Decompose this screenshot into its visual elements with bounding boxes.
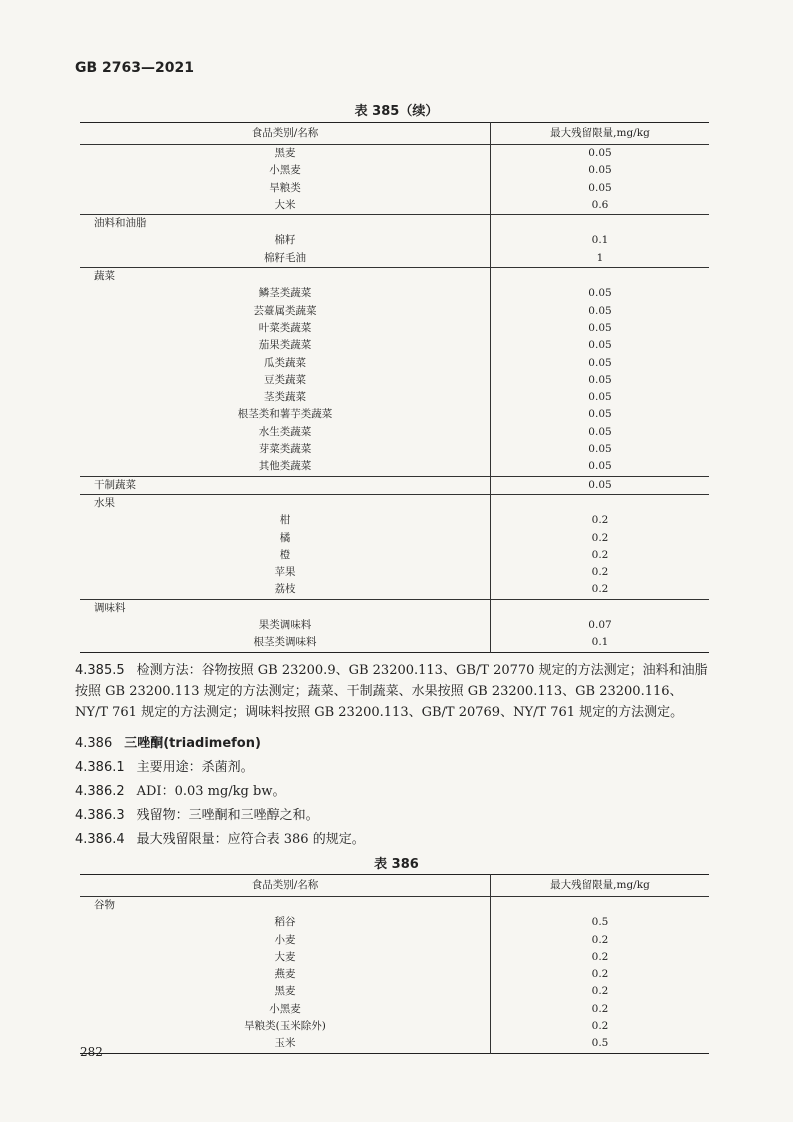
table-386-title: 表 386: [374, 857, 419, 872]
mrl-value-cell: [491, 215, 710, 233]
clause-title: 三唑酮(triadimefon): [124, 736, 261, 751]
clause-text: 主要用途：杀菌剂。: [136, 760, 254, 775]
table-row: [80, 581, 709, 599]
table-row: [80, 250, 709, 268]
paragraph-4-385-5: [75, 660, 715, 723]
clause-text: 残留物：三唑酮和三唑醇之和。: [136, 808, 319, 823]
food-name-cell: 果类调味料: [80, 617, 491, 634]
mrl-value-cell: 0.05: [588, 460, 612, 473]
food-name-cell: 叶菜类蔬菜: [80, 320, 491, 337]
table-row: [80, 320, 709, 337]
column-header-mrl: 最大残留限量,mg/kg: [491, 123, 710, 145]
food-name-cell: 橙: [80, 547, 491, 564]
clause-number: 4.386.4: [75, 832, 125, 847]
food-name-cell: 根茎类和薯芋类蔬菜: [80, 406, 491, 423]
table-385-title: 表 385（续）: [354, 104, 439, 119]
mrl-value-cell: 0.2: [591, 985, 609, 998]
heading-4-386: [75, 733, 715, 754]
food-name-cell: 棉籽毛油: [80, 250, 491, 268]
mrl-value-cell: 0.05: [588, 408, 612, 421]
column-header-mrl: 最大残留限量,mg/kg: [491, 875, 710, 897]
mrl-value-cell: 0.2: [591, 950, 609, 963]
mrl-value-cell: 0.5: [591, 1037, 609, 1050]
table-row: [80, 1001, 709, 1018]
mrl-value-cell: 0.05: [588, 373, 612, 386]
mrl-value-cell: [491, 494, 710, 512]
table-row: [80, 303, 709, 320]
mrl-value-cell: 0.2: [591, 968, 609, 981]
table-row: [80, 232, 709, 249]
food-name-cell: 芽菜类蔬菜: [80, 441, 491, 458]
table-row: [80, 389, 709, 406]
mrl-value-cell: [491, 599, 710, 617]
food-name-cell: 黑麦: [80, 145, 491, 163]
mrl-value-cell: 0.05: [588, 321, 612, 334]
food-name-cell: 根茎类调味料: [80, 634, 491, 652]
mrl-value-cell: 0.05: [588, 425, 612, 438]
standard-code: GB 2763—2021: [75, 60, 194, 76]
mrl-value-cell: 0.05: [588, 339, 612, 352]
food-name-cell: 稻谷: [80, 914, 491, 931]
food-name-cell: 小麦: [80, 932, 491, 949]
mrl-value-cell: [491, 897, 710, 915]
table-row: [80, 285, 709, 302]
food-category-cell: 水果: [80, 494, 491, 512]
mrl-value-cell: 0.05: [588, 164, 612, 177]
mrl-value-cell: 0.05: [588, 287, 612, 300]
paragraph-4-386-1: [75, 757, 715, 778]
mrl-value-cell: [491, 268, 710, 286]
paragraph-4-386-2: [75, 781, 715, 802]
table-385: [80, 122, 709, 653]
food-name-cell: 大米: [80, 197, 491, 215]
table-row: [80, 180, 709, 197]
clause-number: 4.386.3: [75, 808, 125, 823]
food-name-cell: 苹果: [80, 564, 491, 581]
table-row: [80, 932, 709, 949]
mrl-value-cell: 0.2: [591, 566, 609, 579]
table-row: [80, 634, 709, 652]
food-name-cell: 黑麦: [80, 983, 491, 1000]
table-row: [80, 617, 709, 634]
food-category-cell: 谷物: [80, 897, 491, 915]
food-name-cell: 旱粮类: [80, 180, 491, 197]
food-category-cell: 油料和油脂: [80, 215, 491, 233]
food-name-cell: 芸薹属类蔬菜: [80, 303, 491, 320]
food-name-cell: 棉籽: [80, 232, 491, 249]
table-group-row: [80, 268, 709, 286]
mrl-value-cell: 0.2: [591, 1002, 609, 1015]
mrl-value-cell: 0.05: [588, 356, 612, 369]
paragraph-4-386-4: [75, 829, 715, 850]
food-name-cell: 荔枝: [80, 581, 491, 599]
table-row: [80, 162, 709, 179]
mrl-value-cell: 0.2: [591, 548, 609, 561]
mrl-value-cell: 0.2: [591, 531, 609, 544]
table-row: [80, 949, 709, 966]
table-row: [80, 512, 709, 529]
table-group-row: [80, 897, 709, 915]
food-name-cell: 豆类蔬菜: [80, 372, 491, 389]
table-row: [80, 458, 709, 476]
table-row: [80, 372, 709, 389]
table-row: [80, 983, 709, 1000]
table-row: [80, 914, 709, 931]
table-group-row: [80, 215, 709, 233]
clause-text: ADI：0.03 mg/kg bw。: [136, 784, 286, 799]
clause-number: 4.386: [75, 736, 113, 751]
table-row: [80, 547, 709, 564]
clause-number: 4.386.1: [75, 760, 125, 775]
mrl-value-cell: 0.2: [591, 583, 609, 596]
table-row: [80, 424, 709, 441]
food-name-cell: 玉米: [80, 1035, 491, 1053]
page-number: 282: [80, 1045, 103, 1059]
table-row: [80, 1035, 709, 1053]
food-name-cell: 燕麦: [80, 966, 491, 983]
food-name-cell: 瓜类蔬菜: [80, 355, 491, 372]
table-group-row: [80, 599, 709, 617]
table-row: [80, 145, 709, 163]
paragraph-4-386-3: [75, 805, 715, 826]
mrl-value-cell: 0.05: [491, 476, 710, 494]
food-name-cell: 柑: [80, 512, 491, 529]
column-header-food: 食品类别/名称: [80, 123, 491, 145]
table-row: [80, 197, 709, 215]
food-name-cell: 茄果类蔬菜: [80, 337, 491, 354]
clause-number: 4.385.5: [75, 663, 125, 678]
food-name-cell: 旱粮类(玉米除外): [80, 1018, 491, 1035]
table-row: [80, 1018, 709, 1035]
mrl-value-cell: 0.2: [591, 933, 609, 946]
mrl-value-cell: 0.07: [588, 619, 612, 632]
column-header-food: 食品类别/名称: [80, 875, 491, 897]
mrl-value-cell: 1: [596, 251, 604, 264]
table-row: [80, 406, 709, 423]
table-row: [80, 441, 709, 458]
food-name-cell: 茎类蔬菜: [80, 389, 491, 406]
food-name-cell: 小黑麦: [80, 1001, 491, 1018]
table-row: [80, 355, 709, 372]
food-name-cell: 小黑麦: [80, 162, 491, 179]
food-category-cell: 干制蔬菜: [80, 476, 491, 494]
food-category-cell: 蔬菜: [80, 268, 491, 286]
mrl-value-cell: 0.2: [591, 514, 609, 527]
food-name-cell: 其他类蔬菜: [80, 458, 491, 476]
table-group-row: [80, 494, 709, 512]
table-386: [80, 874, 709, 1054]
food-name-cell: 水生类蔬菜: [80, 424, 491, 441]
mrl-value-cell: 0.05: [588, 391, 612, 404]
mrl-value-cell: 0.1: [591, 636, 609, 649]
mrl-value-cell: 0.05: [588, 304, 612, 317]
mrl-value-cell: 0.6: [591, 198, 609, 211]
table-row: [80, 564, 709, 581]
mrl-value-cell: 0.2: [591, 1020, 609, 1033]
food-name-cell: 大麦: [80, 949, 491, 966]
clause-number: 4.386.2: [75, 784, 125, 799]
mrl-value-cell: 0.5: [591, 916, 609, 929]
mrl-value-cell: 0.05: [588, 147, 612, 159]
mrl-value-cell: 0.05: [588, 443, 612, 456]
table-row: [80, 337, 709, 354]
mrl-value-cell: 0.1: [591, 234, 609, 247]
mrl-value-cell: 0.05: [588, 181, 612, 194]
table-row: [80, 966, 709, 983]
table-group-row: [80, 476, 709, 494]
food-name-cell: 鳞茎类蔬菜: [80, 285, 491, 302]
clause-text: 检测方法：谷物按照 GB 23200.9、GB 23200.113、GB/T 20770 规定的方法测定；油料和油脂按照 GB 23200.113 规定的方法测定；蔬菜、干制蔬菜、水果按照 GB 23200.113、GB 23200.116、NY/T 761 规定的方法测定；调味料按照 GB 23200.113、GB/T 20769、NY/T 761 规定的方法测定。: [75, 663, 708, 720]
food-category-cell: 调味料: [80, 599, 491, 617]
table-row: [80, 530, 709, 547]
food-name-cell: 橘: [80, 530, 491, 547]
clause-text: 最大残留限量：应符合表 386 的规定。: [136, 832, 365, 847]
